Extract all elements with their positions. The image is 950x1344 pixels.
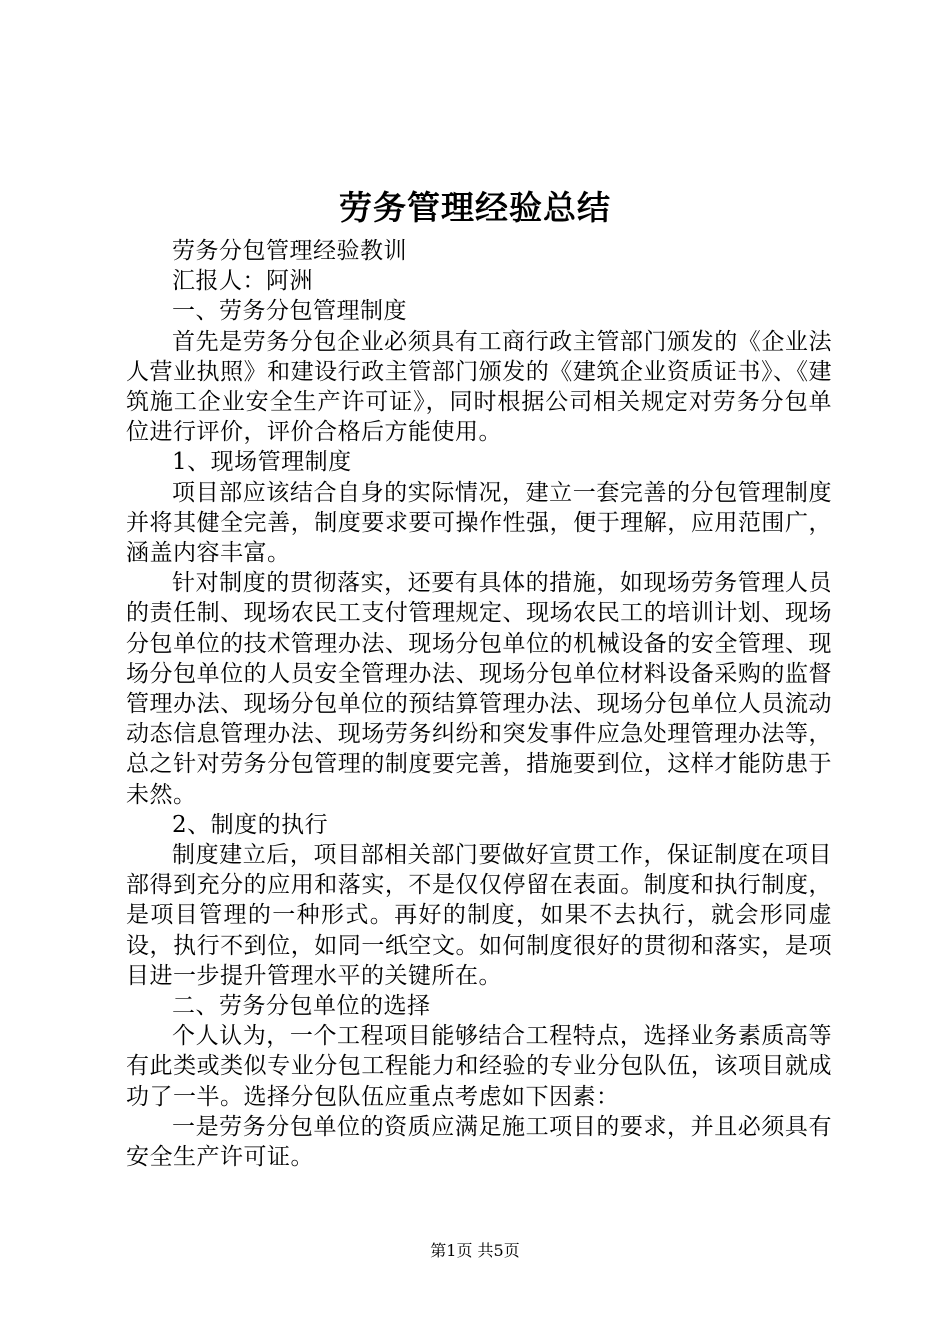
heading-section-2: 二、劳务分包单位的选择 — [172, 993, 431, 1020]
page-footer: 第1页 共5页 — [430, 1241, 520, 1260]
paragraph-management-system: 项目部应该结合自身的实际情况，建立一套完善的分包管理制度并将其健全完善，制度要求要可操作性强，便于理解，应用范围广，涵盖内容丰富。 — [126, 479, 832, 567]
paragraph-reporter: 汇报人：阿洲 — [172, 268, 313, 295]
paragraph-execution: 制度建立后，项目部相关部门要做好宣贯工作，保证制度在项目部得到充分的应用和落实，不是仅仅停留在表面。制度和执行制度，是项目管理的一种形式。再好的制度，如果不去执行，就会形同虚设，执行不到位，如同一纸空文。如何制度很好的贯彻和落实，是项目进一步提升管理水平的关键所在。 — [126, 842, 832, 989]
document-title: 劳务管理经验总结 — [339, 188, 611, 227]
paragraph-measures: 针对制度的贯彻落实，还要有具体的措施，如现场劳务管理人员的责任制、现场农民工支付管理规定、现场农民工的培训计划、现场分包单位的技术管理办法、现场分包单位的机械设备的安全管理、现场分包单位的人员安全管理办法、现场分包单位材料设备采购的监督管理办法、现场分包单位的预结算管理办法、现场分包单位人员流动动态信息管理办法、现场劳务纠纷和突发事件应急处理管理办法等，总之针对劳务分包管理的制度要完善，措施要到位，这样才能防患于未然。 — [126, 570, 832, 808]
document-body — [126, 236, 832, 1172]
heading-execution: 2、制度的执行 — [172, 811, 329, 838]
paragraph-factor-one: 一是劳务分包单位的资质应满足施工项目的要求，并且必须具有安全生产许可证。 — [126, 1113, 832, 1171]
heading-site-management: 1、现场管理制度 — [172, 449, 352, 476]
paragraph-subtitle: 劳务分包管理经验教训 — [172, 238, 407, 264]
paragraph-selection: 个人认为，一个工程项目能够结合工程特点，选择业务素质高等有此类或类似专业分包工程能力和经验的专业分包队伍，该项目就成功了一半。选择分包队伍应重点考虑如下因素： — [126, 1023, 832, 1110]
heading-section-1: 一、劳务分包管理制度 — [172, 298, 407, 325]
paragraph-qualification: 首先是劳务分包企业必须具有工商行政主管部门颁发的《企业法人营业执照》和建设行政主管部门颁发的《建筑企业资质证书》、《建筑施工企业安全生产许可证》，同时根据公司相关规定对劳务分包单位进行评价，评价合格后方能使用。 — [126, 328, 832, 446]
